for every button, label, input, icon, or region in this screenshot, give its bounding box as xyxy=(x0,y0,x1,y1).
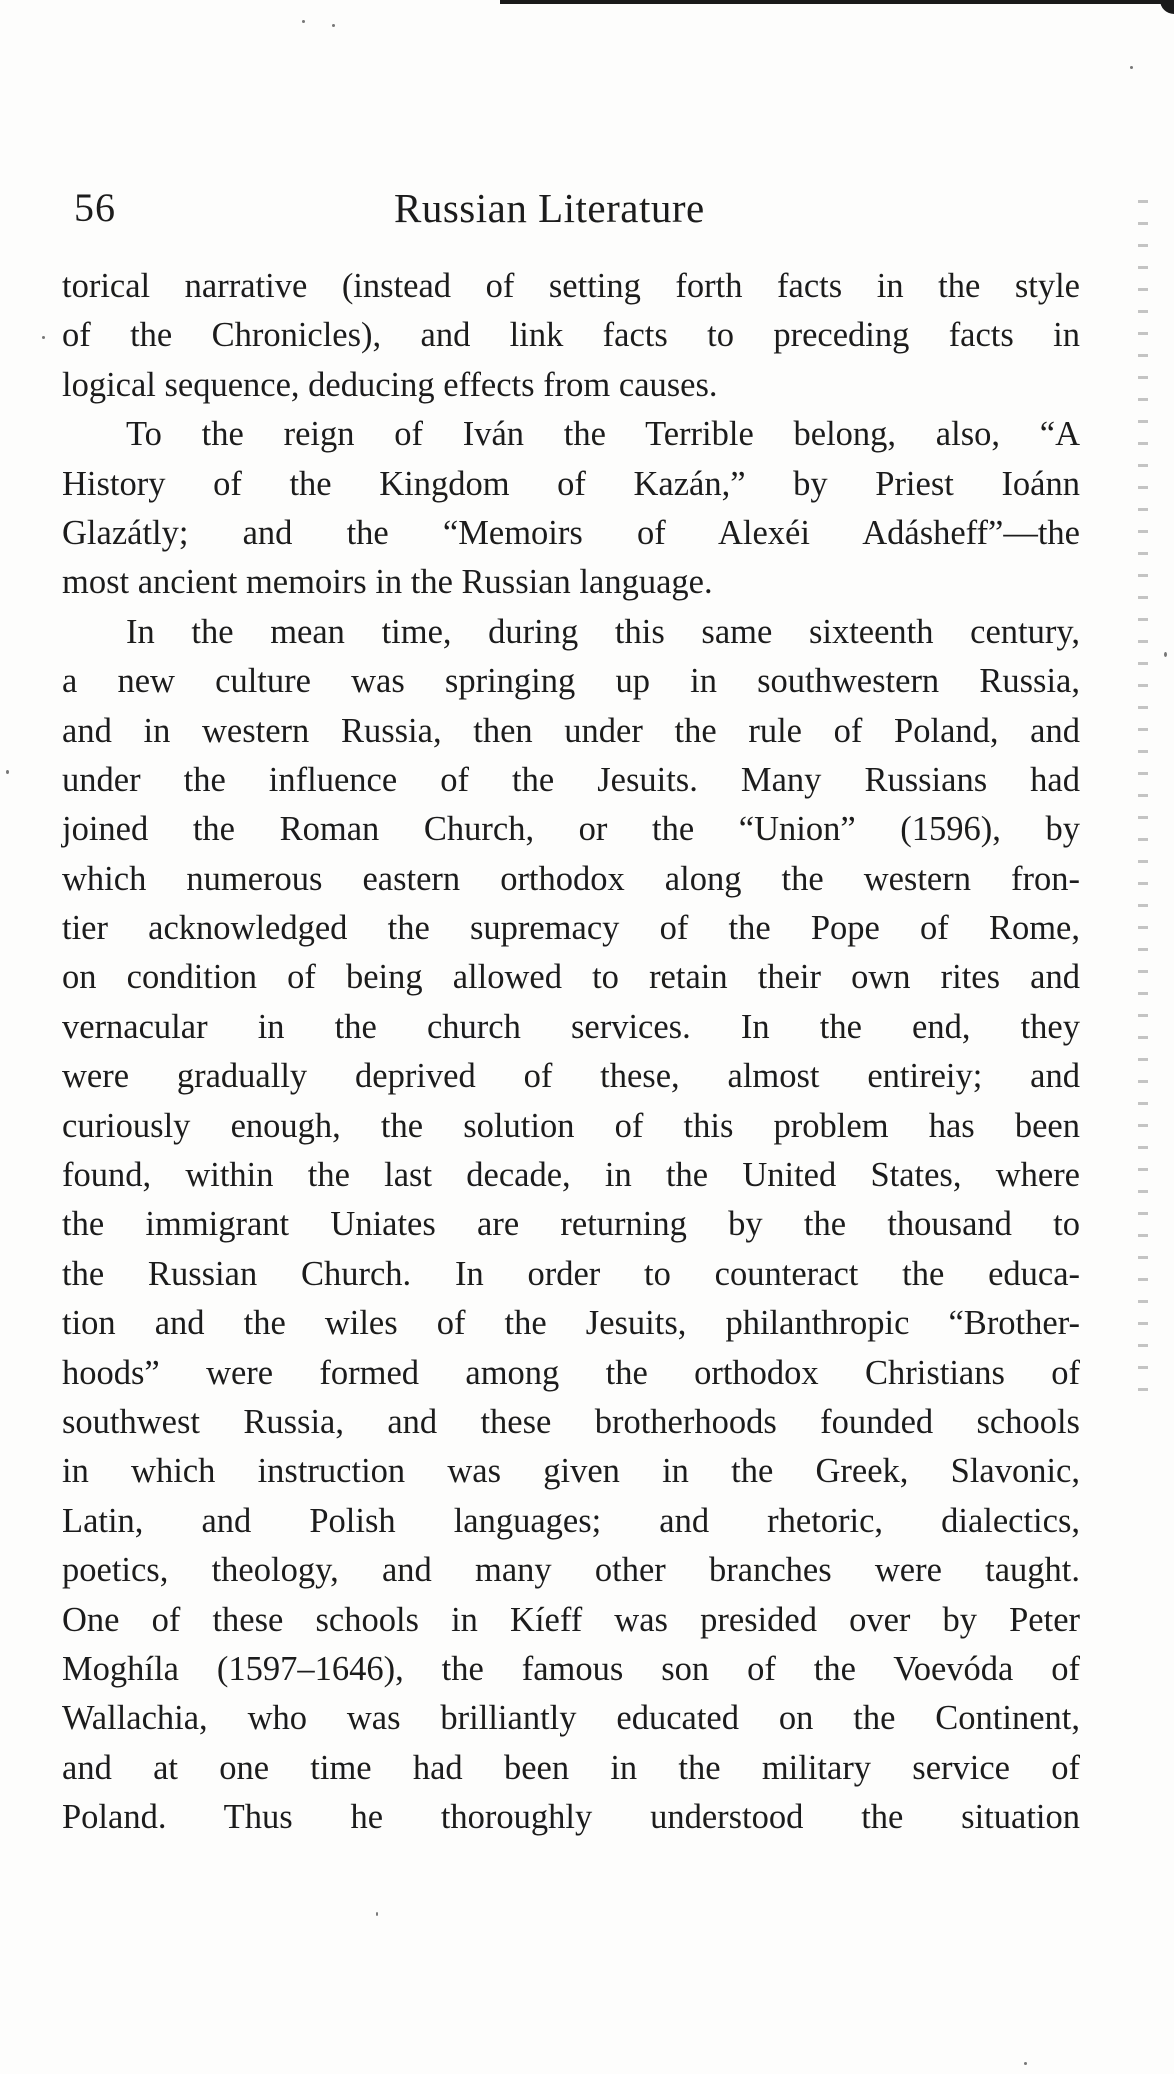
text-line: under the influence of the Jesuits. Many Russians had xyxy=(62,760,1080,799)
page-header xyxy=(74,178,1084,238)
text-line: the Russian Church. In order to counteract the educa- xyxy=(62,1254,1080,1293)
text-line: Latin, and Polish languages; and rhetoric, dialectics, xyxy=(62,1501,1080,1540)
text-line: hoods” were formed among the orthodox Christians of xyxy=(62,1353,1080,1392)
text-line: One of these schools in Kíeff was presided over by Peter xyxy=(62,1600,1080,1639)
text-line: most ancient memoirs in the Russian language. xyxy=(62,563,713,602)
speck xyxy=(376,1912,378,1916)
text-line: logical sequence, deducing effects from causes. xyxy=(62,365,718,404)
text-line: and in western Russia, then under the rule of Poland, and xyxy=(62,711,1080,750)
running-head: Russian Literature xyxy=(394,185,705,231)
text-line: were gradually deprived of these, almost entireiy; and xyxy=(62,1057,1080,1096)
text-line: torical narrative (instead of setting forth facts in the style xyxy=(62,267,1080,305)
text-line: in which instruction was given in the Greek, Slavonic, xyxy=(62,1452,1080,1491)
text-line: History of the Kingdom of Kazán,” by Priest Ioánn xyxy=(62,464,1080,503)
text-line: Moghíla (1597–1646), the famous son of the Voevóda of xyxy=(62,1649,1080,1688)
text-line: vernacular in the church services. In the end, they xyxy=(62,1007,1080,1046)
text-line: poetics, theology, and many other branches were taught. xyxy=(62,1551,1080,1590)
text-line: which numerous eastern orthodox along the western fron- xyxy=(62,859,1080,898)
speck xyxy=(1130,66,1133,69)
speck xyxy=(1024,2062,1027,2065)
text-line: of the Chronicles), and link facts to preceding facts in xyxy=(62,316,1080,355)
speck xyxy=(302,20,305,23)
text-line: joined the Roman Church, or the “Union” (1596), by xyxy=(62,810,1080,849)
text-line: tion and the wiles of the Jesuits, philanthropic “Brother- xyxy=(62,1304,1080,1343)
speck xyxy=(6,770,9,774)
text-line: Wallachia, who was brilliantly educated on the Continent, xyxy=(62,1699,1080,1738)
text-line: In the mean time, during this same sixteenth century, xyxy=(126,612,1080,651)
body-text xyxy=(62,262,1080,1843)
text-line: the immigrant Uniates are returning by the thousand to xyxy=(62,1205,1080,1244)
top-edge-corner xyxy=(1160,0,1174,14)
text-line: found, within the last decade, in the United States, where xyxy=(62,1156,1080,1195)
page-number: 56 xyxy=(74,185,116,230)
text-line: a new culture was springing up in southwestern Russia, xyxy=(62,662,1080,701)
text-line: Poland. Thus he thoroughly understood the situation xyxy=(62,1798,1080,1837)
text-line: curiously enough, the solution of this problem has been xyxy=(62,1106,1080,1145)
speck xyxy=(1164,652,1167,657)
text-line: To the reign of Iván the Terrible belong, also, “A xyxy=(126,415,1080,454)
text-line: on condition of being allowed to retain their own rites and xyxy=(62,958,1080,997)
speck xyxy=(332,24,335,27)
text-line: tier acknowledged the supremacy of the Pope of Rome, xyxy=(62,909,1080,948)
text-line: Glazátly; and the “Memoirs of Alexéi Adásheff”—the xyxy=(62,513,1080,552)
edge-bleed-marks xyxy=(1138,200,1148,1400)
top-edge-rule xyxy=(500,0,1174,4)
text-line: and at one time had been in the military service of xyxy=(62,1748,1080,1787)
speck xyxy=(42,336,45,339)
text-line: southwest Russia, and these brotherhoods founded schools xyxy=(62,1402,1080,1441)
